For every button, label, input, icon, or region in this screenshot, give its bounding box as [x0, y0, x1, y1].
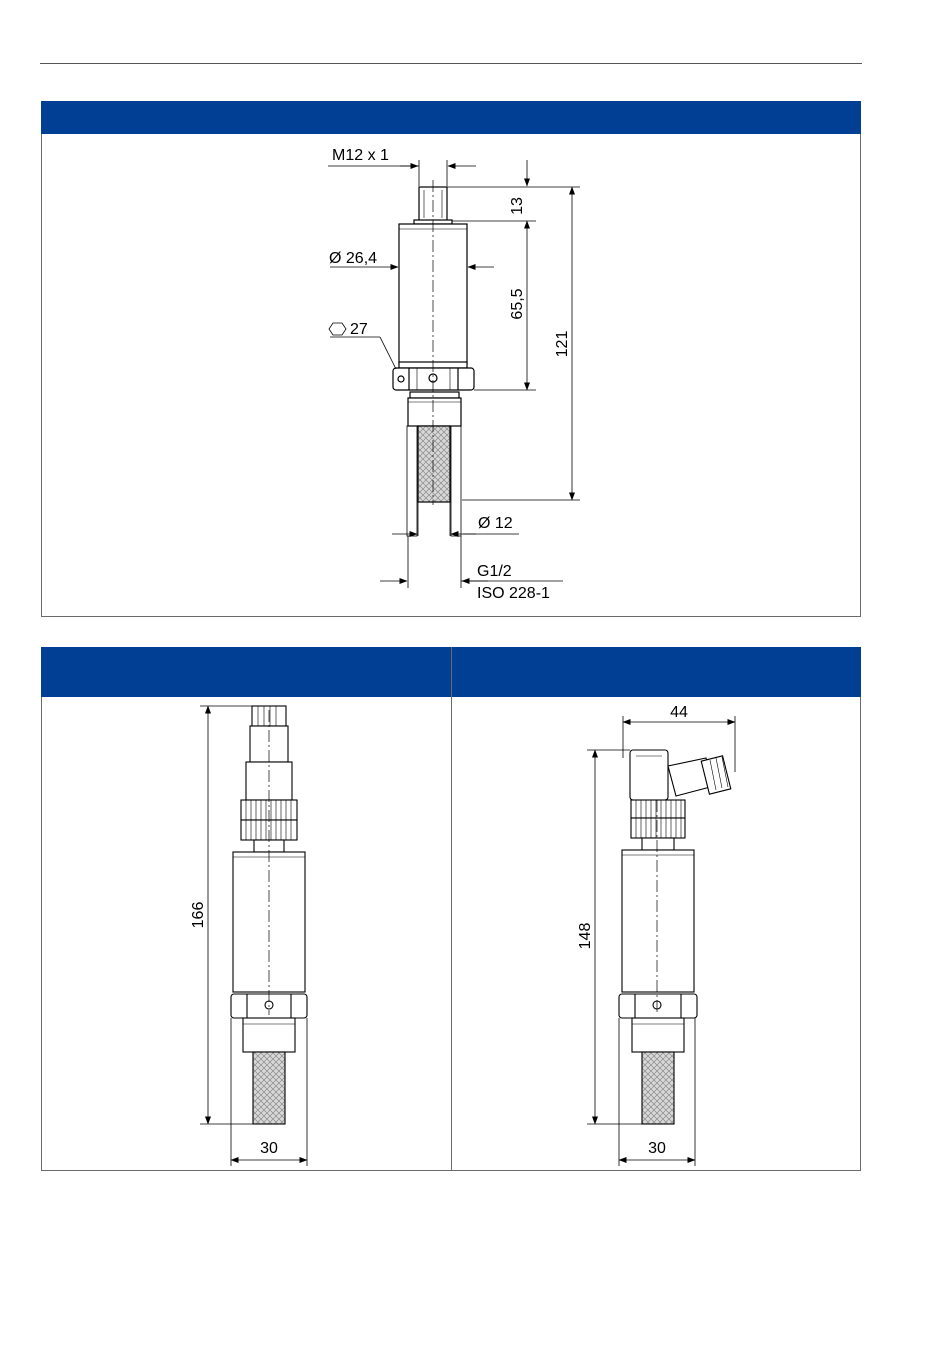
label-hex-size: 27	[350, 321, 368, 338]
label-dim-13: 13	[509, 197, 526, 215]
label-thread-bottom-2: ISO 228-1	[477, 585, 550, 602]
left-variant-drawing	[231, 706, 307, 1124]
filter-probe	[418, 426, 450, 502]
label-left-height: 166	[190, 901, 207, 929]
label-thread-bottom-1: G1/2	[477, 563, 512, 580]
label-right-width: 30	[648, 1140, 666, 1157]
right-variant-drawing	[619, 750, 731, 1124]
label-thread-top: M12 x 1	[332, 147, 389, 164]
label-dim-65-5: 65,5	[509, 288, 526, 320]
main-sensor-drawing	[393, 180, 474, 536]
label-diameter-body: Ø 26,4	[329, 250, 378, 267]
label-right-height: 148	[577, 922, 594, 950]
label-left-width: 30	[260, 1140, 278, 1157]
label-dim-121: 121	[554, 330, 571, 358]
label-right-width-top: 44	[670, 704, 688, 721]
label-diameter-probe: Ø 12	[478, 515, 513, 532]
hex-nut	[393, 368, 474, 390]
